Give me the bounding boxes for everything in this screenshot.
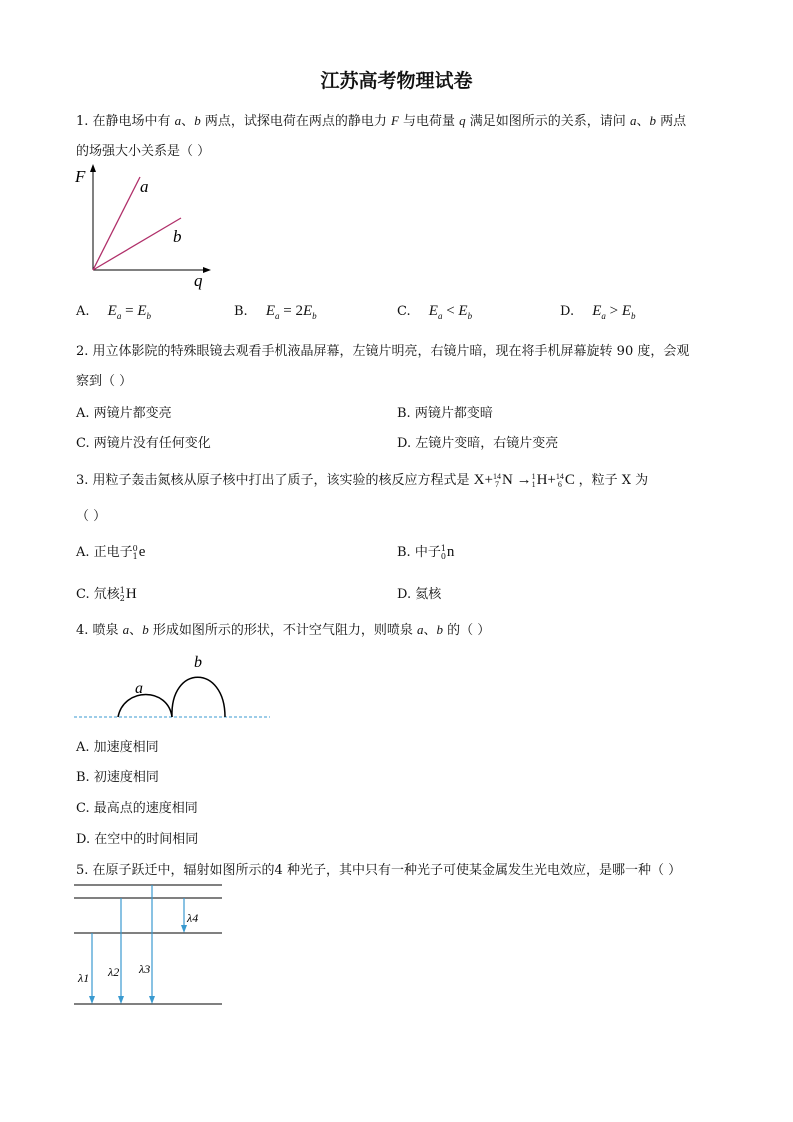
q5-energy-level-figure	[70, 878, 230, 1013]
q3-option-d[interactable]: D. 氦核	[397, 587, 442, 602]
fountain-label-b: b	[194, 654, 202, 671]
q2-option-a[interactable]: A. 两镜片都变亮	[76, 406, 172, 421]
fountain-b	[172, 677, 225, 717]
q5-line1: 5. 在原子跃迁中，辐射如图所示的4 种光子，其中只有一种光子可使某金属发生光电效应，是哪一种（ ）	[76, 863, 682, 878]
q4-option-d[interactable]: D. 在空中的时间相同	[76, 832, 199, 847]
label-lambda1: λ1	[78, 971, 90, 985]
q1-option-b[interactable]: B. $E_a = 2E_b$	[234, 303, 317, 321]
q3-line2: （ ）	[76, 509, 107, 524]
q3-line1: 3. 用粒子轰击氮核从原子核中打出了质子，该实验的核反应方程式是 X+14 7 N →1 1H+14 6 C ，粒子 X 为	[76, 471, 649, 489]
y-axis-label: F	[75, 167, 86, 186]
q4-option-a[interactable]: A. 加速度相同	[76, 740, 159, 755]
q3-option-b[interactable]: B. 中子1 0n	[397, 543, 455, 561]
q4-line1: 4. 喷泉 a、b 形成如图所示的形状，不计空气阻力，则喷泉 a、b 的（ ）	[76, 622, 491, 638]
q1-option-d[interactable]: D. $E_a > E_b$	[560, 303, 636, 321]
label-lambda3: λ3	[139, 962, 151, 976]
label-lambda4: λ4	[187, 911, 199, 925]
q3-option-a[interactable]: A. 正电子0 1e	[76, 543, 146, 561]
q1-option-c[interactable]: C. $E_a < E_b$	[397, 303, 473, 321]
q2-line1: 2. 用立体影院的特殊眼镜去观看手机液晶屏幕，左镜片明亮，右镜片暗，现在将手机屏幕旋转 90 度，会观	[76, 344, 690, 359]
q2-line2: 察到（ ）	[76, 374, 133, 389]
q1-graph	[70, 162, 220, 292]
label-a: a	[140, 177, 149, 196]
fountain-a	[118, 695, 172, 718]
nuclear-equation: X+14 7 N →1 1H+14 6 C	[473, 471, 575, 489]
label-lambda2: λ2	[108, 965, 120, 979]
page-title: 江苏高考物理试卷	[320, 70, 473, 92]
label-b: b	[173, 227, 182, 246]
q1-line2: 的场强大小关系是（ ）	[76, 144, 211, 159]
q1-option-a[interactable]: A. $E_a = E_b$	[76, 303, 151, 321]
q4-option-c[interactable]: C. 最高点的速度相同	[76, 801, 198, 816]
q2-option-c[interactable]: C. 两镜片没有任何变化	[76, 436, 211, 451]
fountain-label-a: a	[135, 680, 143, 697]
x-axis-label: q	[194, 271, 203, 290]
q2-option-b[interactable]: B. 两镜片都变暗	[397, 406, 493, 421]
q4-option-b[interactable]: B. 初速度相同	[76, 770, 159, 785]
q3-option-c[interactable]: C. 氘核1 2H	[76, 585, 137, 603]
q2-option-d[interactable]: D. 左镜片变暗，右镜片变亮	[397, 436, 559, 451]
q4-fountain-figure	[70, 648, 280, 723]
q1-line1: 1. 在静电场中有 a、b 两点，试探电荷在两点的静电力 F 与电荷量 q 满足如图所示的关系，请问 a、b 两点	[76, 113, 687, 129]
